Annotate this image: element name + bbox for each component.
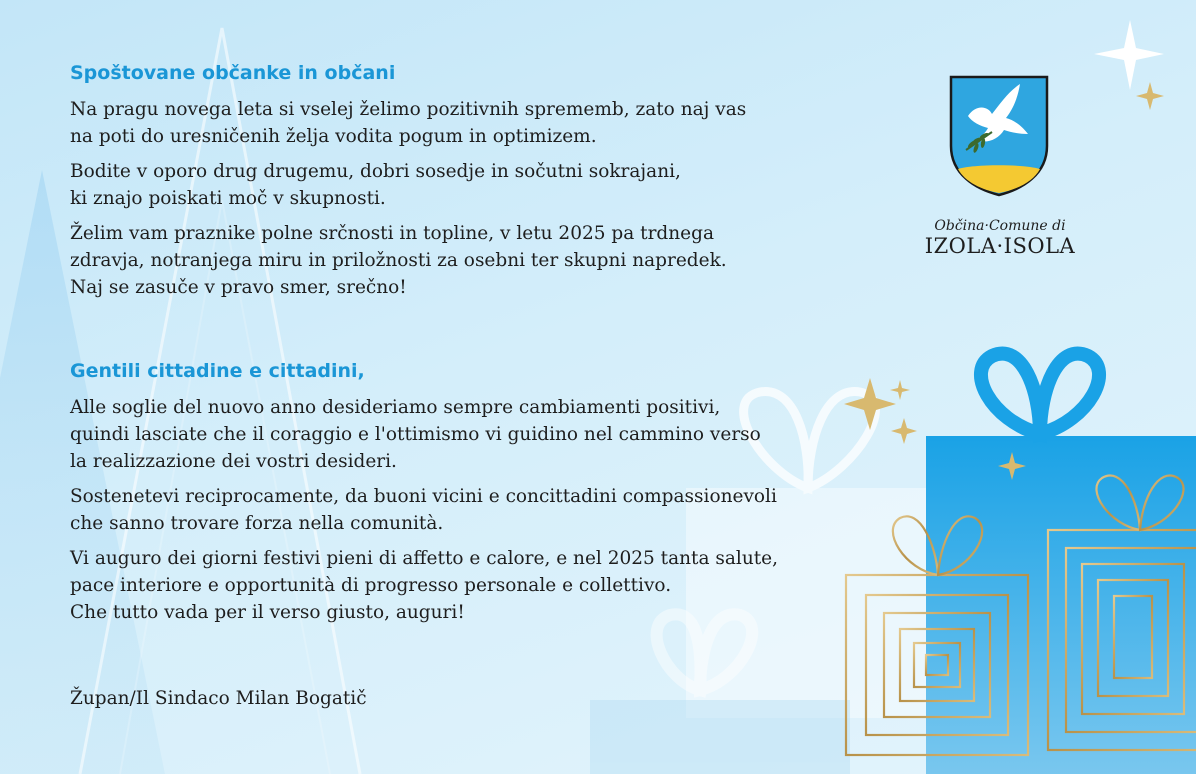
italian-paragraph-1 [70,394,778,475]
text-line: Bodite v oporo drug drugemu, dobri sosedje in sočutni sokrajani, [70,161,681,182]
text-line: quindi lasciate che il coraggio e l'ottimismo vi guidino nel cammino verso [70,424,761,445]
text-line: la realizzazione dei vostri desideri. [70,451,397,472]
dove-crest-icon [948,74,1050,198]
slovene-paragraph-3 [70,220,746,301]
text-line: Želim vam praznike polne srčnosti in topline, v letu 2025 pa trdnega [70,223,714,244]
text-line: Che tutto vada per il verso giusto, auguri! [70,602,465,623]
italian-paragraph-3 [70,545,778,626]
slovene-section [70,62,746,301]
italian-section [70,360,778,626]
text-line: Vi auguro dei giorni festivi pieni di affetto e calore, e nel 2025 tanta salute, [70,548,779,569]
text-line: Naj se zasuče v pravo smer, srečno! [70,277,407,298]
text-line: Alle soglie del nuovo anno desideriamo sempre cambiamenti positivi, [70,397,721,418]
municipality-name: IZOLA·ISOLA [924,234,1076,258]
text-line: Sostenetevi reciprocamente, da buoni vicini e concittadini compassionevoli [70,486,777,507]
text-line: ki znajo poiskati moč v skupnosti. [70,188,386,209]
slovene-paragraph-2 [70,158,746,212]
text-line: che sanno trovare forza nella comunità. [70,513,444,534]
white-sparkle-icon [1094,20,1164,90]
italian-paragraph-2 [70,483,778,537]
text-line: na poti do uresničenih želja vodita pogum in optimizem. [70,126,597,147]
italian-heading: Gentili cittadine e cittadini, [70,360,365,382]
text-line: zdravja, notranjega miru in priložnosti za osebni ter skupni napredek. [70,250,727,271]
signature: Župan/Il Sindaco Milan Bogatič [70,688,367,709]
slovene-paragraph-1 [70,96,746,150]
text-line: pace interiore e opportunità di progresso personale e collettivo. [70,575,672,596]
text-line: Na pragu novega leta si vselej želimo pozitivnih sprememb, zato naj vas [70,99,747,120]
slovene-heading: Spoštovane občanke in občani [70,62,396,84]
municipality-label: Občina·Comune di [934,218,1066,234]
